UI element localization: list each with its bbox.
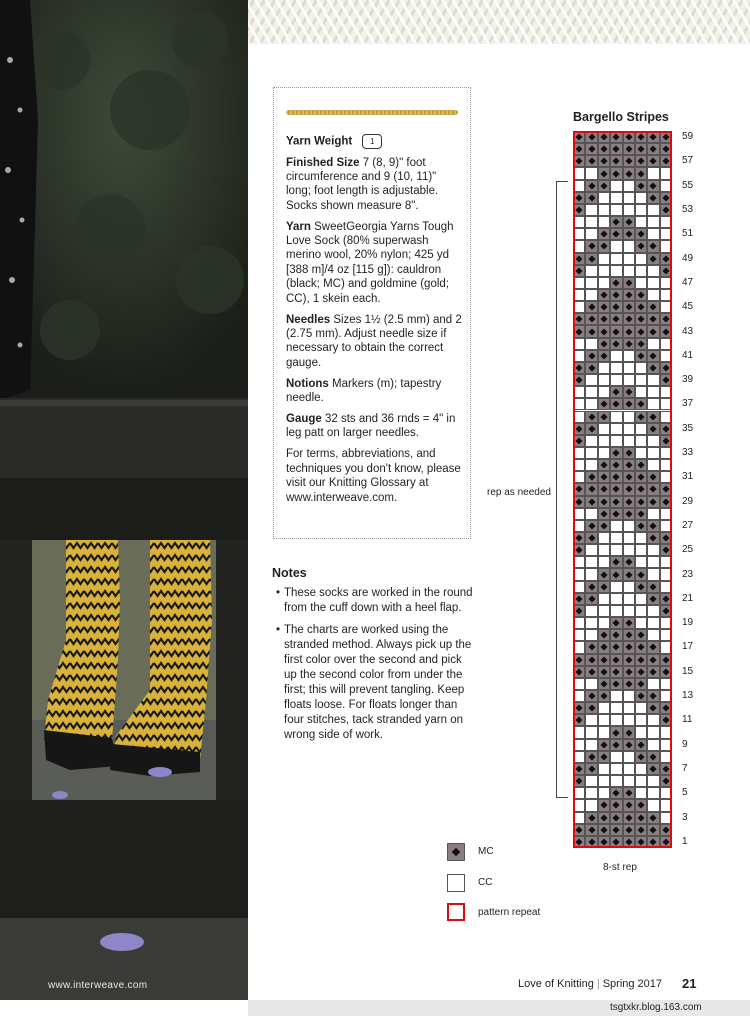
notes-item: • The charts are worked using the stranded method. Always pick up the first color over the second and pick up the second color from under the first; this will prevent tangling. Keep floats loose. For floats longer than four stitches, tack stranded yarn on wrong side of work. [276,623,474,743]
legend-cc-label: CC [478,877,493,888]
row-number: 53 [682,203,694,215]
yarn-label: Yarn [286,220,311,233]
row-number: 23 [682,568,694,580]
needles-line [286,313,464,371]
row-number: 35 [682,422,694,434]
notes-list [276,586,474,750]
row-number: 55 [682,179,694,191]
row-number: 1 [682,835,688,847]
row-number: 21 [682,592,694,604]
needles-text: Sizes 1½ (2.5 mm) and 2 (2.75 mm). Adjust needle size if necessary to obtain the correct gauge. [286,313,462,369]
row-number: 9 [682,738,688,750]
row-number: 17 [682,641,694,653]
yarn-weight-icon: 1 [362,134,382,149]
stitch-repeat-label: 8-st rep [603,862,637,873]
notions-label: Notions [286,377,329,390]
row-number: 39 [682,374,694,386]
yarn-strand-graphic [286,110,458,115]
gauge-line [286,412,464,441]
sock-photo [0,0,248,1000]
yarn-text: SweetGeorgia Yarns Tough Love Sock (80% superwash merino wool, 20% nylon; 425 yd [388 m]/4 oz [115 g]): cauldron (black; MC) and goldmine (gold; CC), 1 skein each. [286,220,454,305]
issue-name: Spring 2017 [602,978,663,990]
footer-magazine [518,978,662,990]
page-number: 21 [682,976,697,991]
footer-website: www.interweave.com [48,980,148,991]
row-number: 7 [682,763,688,774]
row-number: 43 [682,325,694,337]
chart-grid [573,131,672,848]
row-number: 19 [682,617,694,629]
legend-repeat-label: pattern repeat [478,907,541,918]
row-number: 27 [682,519,694,531]
row-number: 5 [682,787,688,799]
row-number: 47 [682,276,694,288]
gauge-text: 32 sts and 36 rnds = 4" in leg patt on larger needles. [286,413,456,440]
decorative-knit-band [248,0,750,44]
chart-title: Bargello Stripes [573,110,669,124]
row-number: 31 [682,471,694,483]
notions-line [286,377,464,406]
pattern-info [286,134,464,511]
yarn-weight-line [286,134,464,149]
row-number: 41 [682,349,694,361]
repeat-bracket [556,181,568,798]
sock-photo-illustration [0,0,248,1000]
rep-as-needed-label: rep as needed [487,487,551,498]
row-number: 33 [682,447,694,459]
row-number: 57 [682,155,694,167]
footer-separator: | [596,978,600,990]
row-number: 3 [682,811,688,823]
legend-mc-swatch [447,843,465,861]
notions-text: Markers (m); tapestry needle. [286,377,442,405]
pattern-info-box [273,87,471,539]
row-number: 37 [682,398,694,410]
row-number: 13 [682,690,694,702]
chart-grid-area [573,131,672,848]
finished-size-text: 7 (8, 9)" foot circumference and 9 (10, 11)" long; foot length is adjustable. Socks shown measure 8". [286,156,439,212]
legend-repeat-swatch [447,903,465,921]
row-number: 51 [682,228,694,240]
notes-item: • These socks are worked in the round from the cuff down with a heel flap. [276,586,474,616]
legend-cc-swatch [447,874,465,892]
row-number: 25 [682,544,694,556]
terms-text: For terms, abbreviations, and techniques you don't know, please visit our Knitting Glossary at www.interweave.com. [286,448,461,504]
row-number: 11 [682,714,693,726]
magazine-name: Love of Knitting [518,978,594,990]
finished-size-line [286,156,464,214]
row-number: 15 [682,665,694,677]
yarn-weight-label: Yarn Weight [286,135,353,148]
needles-label: Needles [286,313,331,326]
row-number: 59 [682,131,694,143]
gauge-label: Gauge [286,413,322,425]
watermark-text: tsgtxkr.blog.163.com [610,1002,702,1013]
row-number: 45 [682,301,694,313]
finished-size-label: Finished Size [286,156,360,169]
yarn-line [286,220,464,306]
legend-mc-label: MC [478,846,494,857]
pattern-repeat-outline [573,131,672,848]
row-number: 49 [682,252,694,264]
row-number: 29 [682,495,694,507]
notes-heading: Notes [272,566,307,580]
